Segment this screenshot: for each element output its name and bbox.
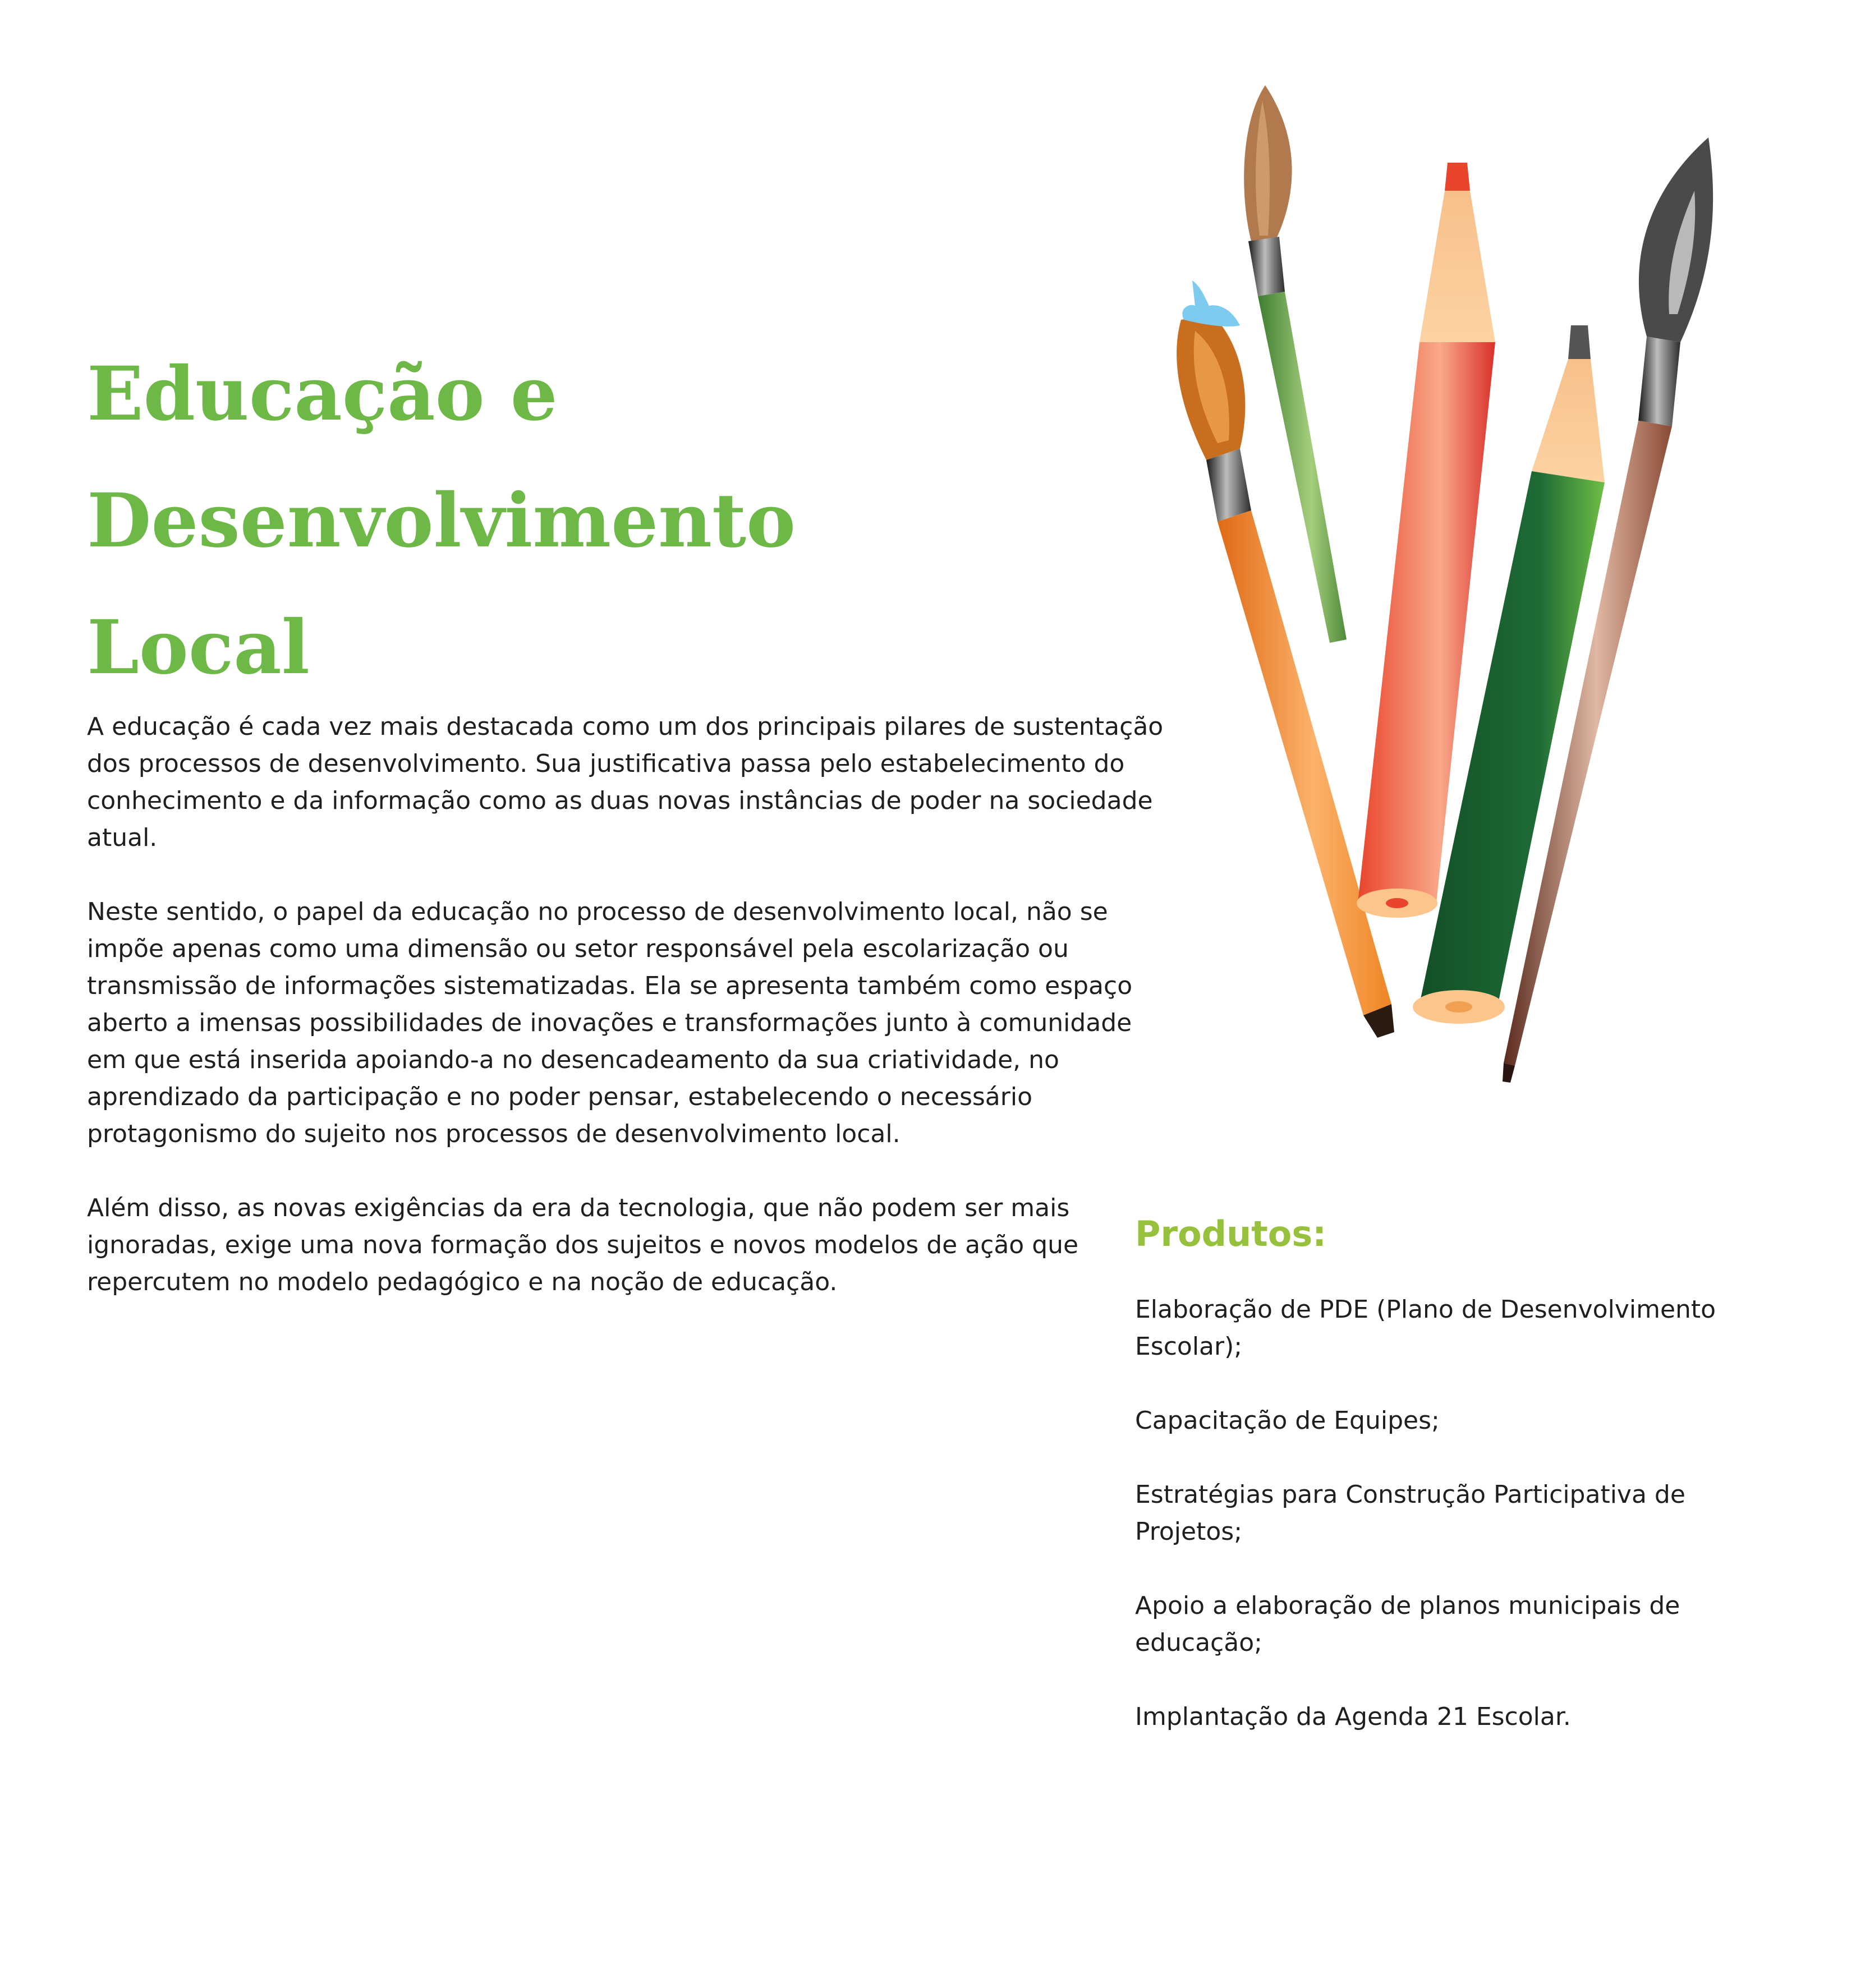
text-line: aberto a imensas possibilidades de inovações e transformações junto à comunidade bbox=[87, 1009, 1132, 1037]
list-item-line: Apoio a elaboração de planos municipais de bbox=[1135, 1591, 1680, 1620]
list-item-line: Projetos; bbox=[1135, 1517, 1243, 1546]
list-item bbox=[1135, 1402, 1797, 1439]
list-item bbox=[1135, 1587, 1797, 1662]
list-item-line: Elaboração de PDE (Plano de Desenvolvimento bbox=[1135, 1295, 1716, 1324]
products-heading: Produtos: bbox=[1135, 1213, 1327, 1254]
products-list bbox=[1135, 1291, 1797, 1736]
paintbrushes-and-pencils-icon bbox=[1156, 79, 1739, 1099]
text-line: transmissão de informações sistematizadas. Ela se apresenta também como espaço bbox=[87, 972, 1133, 1000]
list-item bbox=[1135, 1291, 1797, 1365]
list-item-line: Estratégias para Construção Participativa de bbox=[1135, 1480, 1685, 1509]
text-line: A educação é cada vez mais destacada como um dos principais pilares de sustentação bbox=[87, 712, 1164, 741]
text-line: atual. bbox=[87, 823, 158, 852]
title-line-3: Local bbox=[87, 604, 310, 691]
page-title bbox=[87, 331, 816, 711]
body-text bbox=[87, 708, 1181, 1338]
text-line: ignoradas, exige uma nova formação dos sujeitos e novos modelos de ação que bbox=[87, 1231, 1079, 1259]
list-item-line: Capacitação de Equipes; bbox=[1135, 1406, 1440, 1435]
title-line-1: Educação e bbox=[87, 351, 558, 438]
paragraph-2 bbox=[87, 894, 1181, 1153]
text-line: em que está inserida apoiando-a no desencadeamento da sua criatividade, no bbox=[87, 1046, 1059, 1074]
list-item bbox=[1135, 1476, 1797, 1550]
list-item-line: educação; bbox=[1135, 1628, 1262, 1657]
paragraph-3 bbox=[87, 1190, 1181, 1301]
list-item-line: Implantação da Agenda 21 Escolar. bbox=[1135, 1702, 1571, 1731]
text-line: dos processos de desenvolvimento. Sua justificativa passa pelo estabelecimento do bbox=[87, 749, 1125, 778]
products-section bbox=[1135, 1212, 1797, 1773]
text-line: conhecimento e da informação como as duas novas instâncias de poder na sociedade bbox=[87, 786, 1153, 815]
text-line: protagonismo do sujeito nos processos de desenvolvimento local. bbox=[87, 1120, 901, 1148]
paragraph-1 bbox=[87, 708, 1181, 857]
list-item-line: Escolar); bbox=[1135, 1332, 1243, 1361]
text-line: repercutem no modelo pedagógico e na noção de educação. bbox=[87, 1268, 838, 1296]
list-item bbox=[1135, 1699, 1797, 1736]
text-line: Neste sentido, o papel da educação no processo de desenvolvimento local, não se bbox=[87, 898, 1108, 926]
text-line: impõe apenas como uma dimensão ou setor responsável pela escolarização ou bbox=[87, 935, 1069, 963]
text-line: aprendizado da participação e no poder pensar, estabelecendo o necessário bbox=[87, 1083, 1032, 1111]
text-line: Além disso, as novas exigências da era da tecnologia, que não podem ser mais bbox=[87, 1194, 1070, 1222]
title-line-2: Desenvolvimento bbox=[87, 477, 796, 564]
